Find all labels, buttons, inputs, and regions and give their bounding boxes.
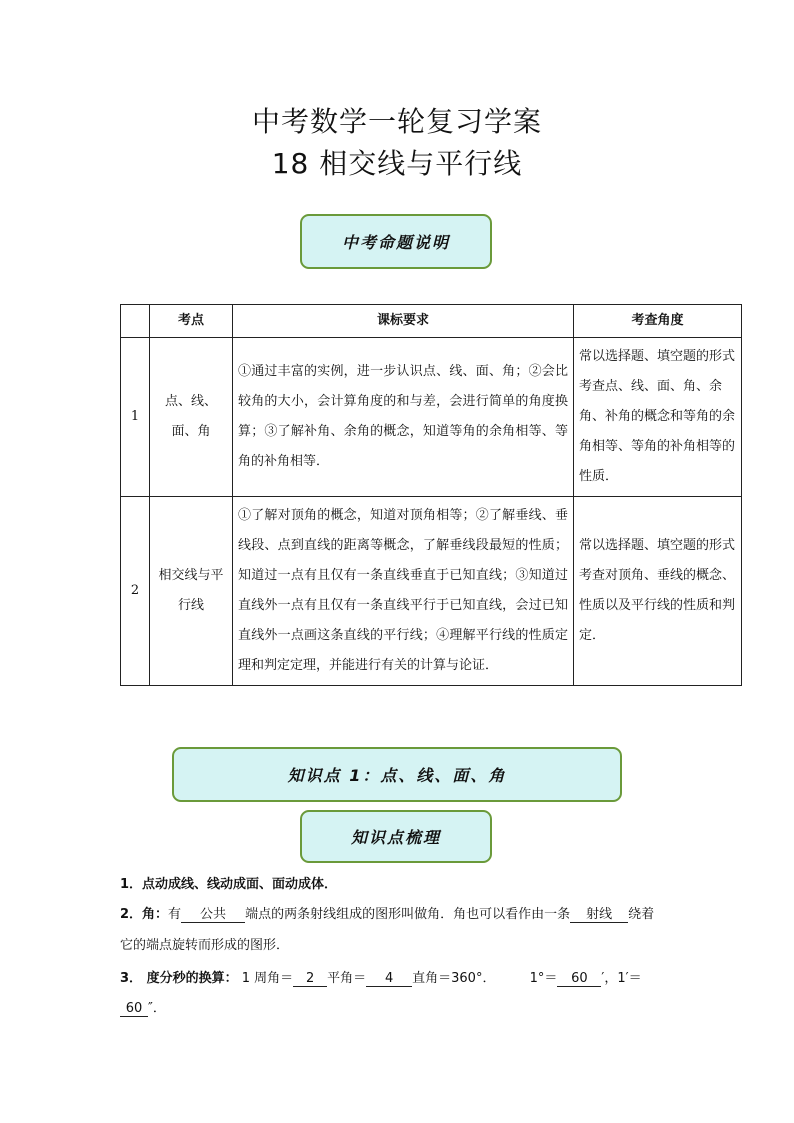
blank-public: 公共 — [181, 907, 245, 923]
section-box-exam-explain: 中考命题说明 — [300, 214, 492, 269]
point-3-text-d: 1°＝ — [529, 971, 558, 986]
requirements-table — [120, 304, 742, 686]
row-angle: 常以选择题、填空题的形式考查对顶角、垂线的概念、性质以及平行线的性质和判定． — [574, 497, 742, 686]
row-point: 相交线与平行线 — [150, 497, 233, 686]
point-3-text-a: 1 周角＝ — [241, 971, 294, 986]
table-row — [121, 338, 742, 497]
page-title: 中考数学一轮复习学案 — [251, 105, 542, 138]
blank-ray: 射线 — [570, 907, 628, 923]
row-number: 1 — [121, 338, 150, 497]
point-3 — [120, 964, 642, 993]
row-requirement: ①通过丰富的实例，进一步认识点、线、面、角；②会比较角的大小，会计算角度的和与差，会进行简单的角度换算；③了解补角、余角的概念，知道等角的余角相等、等角的补角相等． — [233, 338, 574, 497]
row-number: 2 — [121, 497, 150, 686]
table-row — [121, 497, 742, 686]
point-2-continued: 它的端点旋转而形成的图形． — [120, 938, 290, 953]
blank-straight-angles: 2 — [293, 971, 327, 987]
blank-seconds: 60 — [120, 1001, 148, 1017]
page-subtitle: 18 相交线与平行线 — [271, 147, 523, 180]
point-2-text-a: 有 — [168, 907, 182, 922]
table-header-requirement: 课标要求 — [233, 305, 574, 338]
section-box-knowledge-point: 知识点 1：点、线、面、角 — [172, 747, 622, 802]
point-2-label: 2．角： — [120, 907, 169, 922]
row-requirement: ①了解对顶角的概念，知道对顶角相等；②了解垂线、垂线段、点到直线的距离等概念，了解垂线段最短的性质；知道过一点有且仅有一条直线垂直于已知直线；③知道过直线外一点有且仅有一条直线平行于已知直线，会过已知直线外一点画这条直线的平行线；④理解平行线的性质定理和判定定理，并能进行有关的计算与论证． — [233, 497, 574, 686]
point-3-text-c: 直角＝360°． — [412, 971, 496, 986]
point-3-label: 3． 度分秒的换算： — [120, 971, 238, 986]
blank-right-angles: 4 — [366, 971, 412, 987]
point-3-text-e: ′，1′＝ — [601, 971, 642, 986]
table-header-no — [121, 305, 150, 338]
point-3-continued — [120, 994, 166, 1023]
section-box-summary: 知识点梳理 — [300, 810, 492, 863]
table-header-angle: 考查角度 — [574, 305, 742, 338]
point-1: 1．点动成线、线动成面、面动成体． — [120, 877, 338, 892]
row-point: 点、线、面、角 — [150, 338, 233, 497]
row-angle: 常以选择题、填空题的形式考查点、线、面、角、余角、补角的概念和等角的余角相等、等角的补角相等的性质． — [574, 338, 742, 497]
point-2-text-b: 端点的两条射线组成的图形叫做角．角也可以看作由一条 — [245, 907, 571, 922]
point-3-text-f: ″． — [148, 1001, 166, 1016]
blank-minutes: 60 — [557, 971, 601, 987]
point-2-text-c: 绕着 — [628, 907, 655, 922]
point-2 — [120, 900, 654, 929]
point-3-text-b: 平角＝ — [327, 971, 367, 986]
table-header-point: 考点 — [150, 305, 233, 338]
table-header-row — [121, 305, 742, 338]
